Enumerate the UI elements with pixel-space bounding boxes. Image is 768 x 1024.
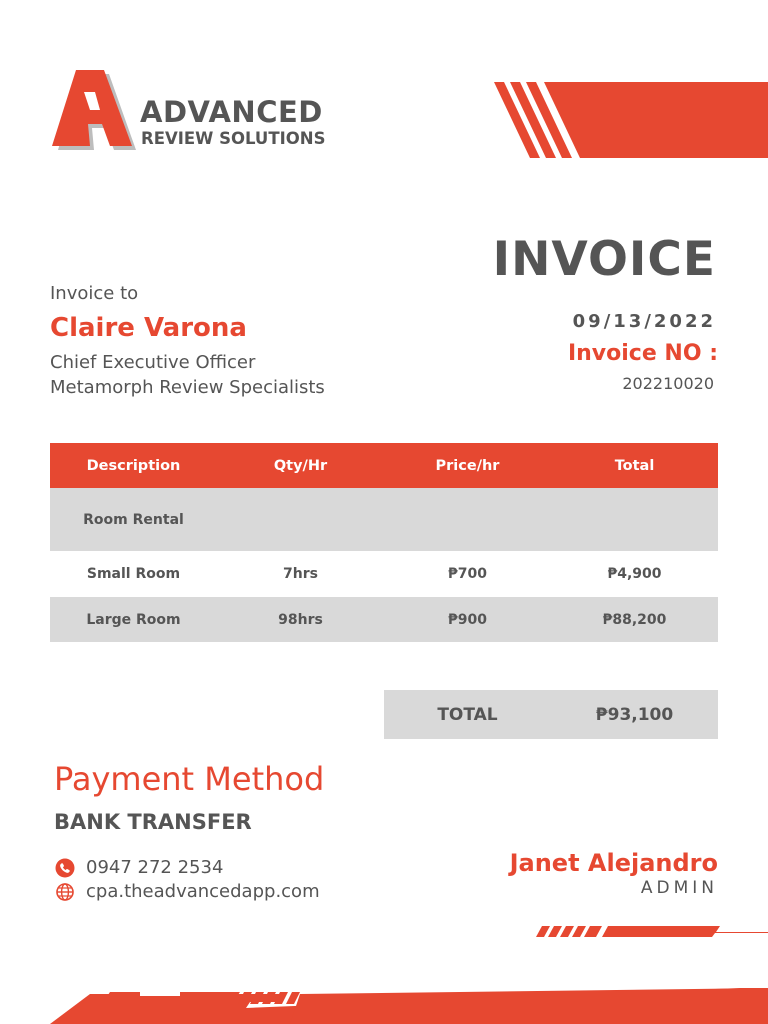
row-price: ₱700 [448, 566, 487, 582]
table-row [50, 551, 718, 597]
row-description: Large Room [86, 611, 181, 628]
invoice-title: INVOICE [492, 232, 716, 287]
row-description: Small Room [86, 566, 181, 582]
phone-number: 0947 272 2534 [86, 857, 224, 878]
payment-method-value: BANK TRANSFER [54, 810, 252, 834]
group-label: Room Rental [83, 511, 184, 528]
invoice-number-label: Invoice NO : [567, 341, 718, 366]
client-company: Metamorph Review Specialists [50, 377, 325, 398]
header-stripes-decoration [490, 82, 768, 158]
row-total: ₱4,900 [607, 566, 662, 582]
client-name: Claire Varona [50, 313, 247, 343]
header-description: Description [86, 457, 181, 474]
footer-band-decoration [0, 984, 768, 1024]
table-group-row [50, 488, 718, 551]
header-total: Total [614, 457, 655, 474]
row-total: ₱88,200 [602, 611, 667, 628]
brand-name: ADVANCED [140, 95, 323, 129]
signatory-name: Janet Alejandro [509, 849, 718, 877]
signatory-role: ADMIN [640, 878, 718, 898]
row-price: ₱900 [448, 611, 487, 628]
brand-subtitle: REVIEW SOLUTIONS [141, 129, 326, 148]
phone-icon [55, 858, 75, 878]
invoice-to-label: Invoice to [50, 283, 139, 304]
row-qty: 98hrs [278, 611, 323, 628]
table-header [50, 443, 718, 488]
globe-icon [55, 882, 75, 902]
contact-phone [55, 858, 223, 878]
total-label: TOTAL [437, 704, 498, 725]
items-table [50, 443, 718, 642]
payment-method-title: Payment Method [54, 760, 325, 798]
invoice-date: 09/13/2022 [572, 311, 716, 332]
row-qty: 7hrs [283, 566, 318, 582]
contact-website [55, 882, 320, 902]
website-url: cpa.theadvancedapp.com [86, 881, 320, 902]
header-qty: Qty/Hr [273, 457, 328, 474]
total-value: ₱93,100 [595, 704, 674, 725]
signature-stripes-decoration [530, 920, 768, 940]
client-title: Chief Executive Officer [50, 352, 256, 373]
header-price: Price/hr [435, 457, 500, 474]
table-row [50, 597, 718, 642]
invoice-number: 202210020 [622, 374, 714, 393]
total-box [384, 690, 718, 739]
